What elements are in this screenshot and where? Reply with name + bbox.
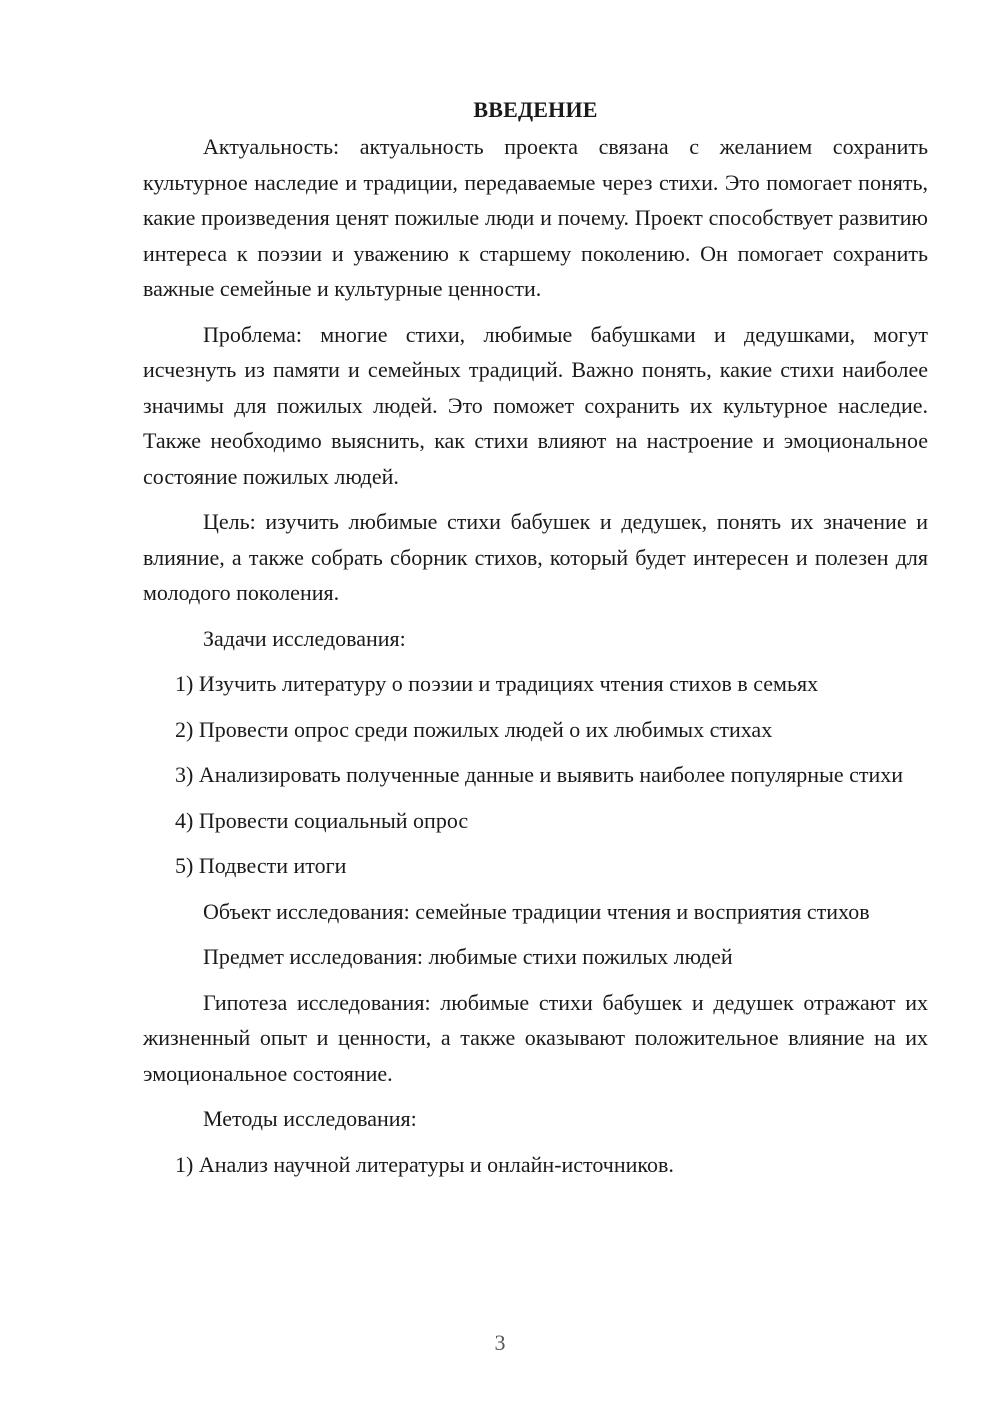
task-item-4: 4) Провести социальный опрос [175, 807, 469, 833]
paragraph-hypothesis: Гипотеза исследования: любимые стихи бабушек и дедушек отражают их жизненный опыт и ценности, а также оказывают положительное влияние на их эмоциональное состояние. [143, 989, 928, 1086]
paragraph-relevance: Актуальность: актуальность проекта связана с желанием сохранить культурное наследие и традиции, передаваемые через стихи. Это помогает понять, какие произведения ценят пожилые люди и почему. Проект способствует развитию интереса к поэзии и уважению к старшему поколению. Он помогает сохранить важные семейные и культурные ценности. [143, 134, 928, 301]
task-item-3: 3) Анализировать полученные данные и выявить наиболее популярные стихи [175, 762, 904, 787]
task-item-1: 1) Изучить литературу о поэзии и традициях чтения стихов в семьях [175, 671, 819, 696]
paragraph-problem: Проблема: многие стихи, любимые бабушками и дедушками, могут исчезнуть из памяти и семейных традиций. Важно понять, какие стихи наиболее значимы для пожилых людей. Это поможет сохранить их культурное наследие. Также необходимо выяснить, как стихи влияют на настроение и эмоциональное состояние пожилых людей. [143, 321, 928, 489]
paragraph-goal: Цель: изучить любимые стихи бабушек и дедушек, понять их значение и влияние, а также собрать сборник стихов, который будет интересен и полезен для молодого поколения. [143, 509, 928, 605]
task-item-5: 5) Подвести итоги [175, 853, 347, 878]
task-item-2: 2) Провести опрос среди пожилых людей о их любимых стихах [175, 716, 773, 742]
paragraph-subject: Предмет исследования: любимые стихи пожилых людей [203, 944, 733, 969]
paragraph-object: Объект исследования: семейные традиции чтения и восприятия стихов [203, 898, 870, 924]
section-title: ВВЕДЕНИЕ [473, 97, 598, 122]
methods-heading: Методы исследования: [203, 1106, 417, 1131]
tasks-heading: Задачи исследования: [203, 625, 406, 651]
page-number: 3 [494, 1330, 506, 1355]
document-page [143, 92, 928, 1192]
method-item-1: 1) Анализ научной литературы и онлайн-источников. [175, 1151, 674, 1177]
